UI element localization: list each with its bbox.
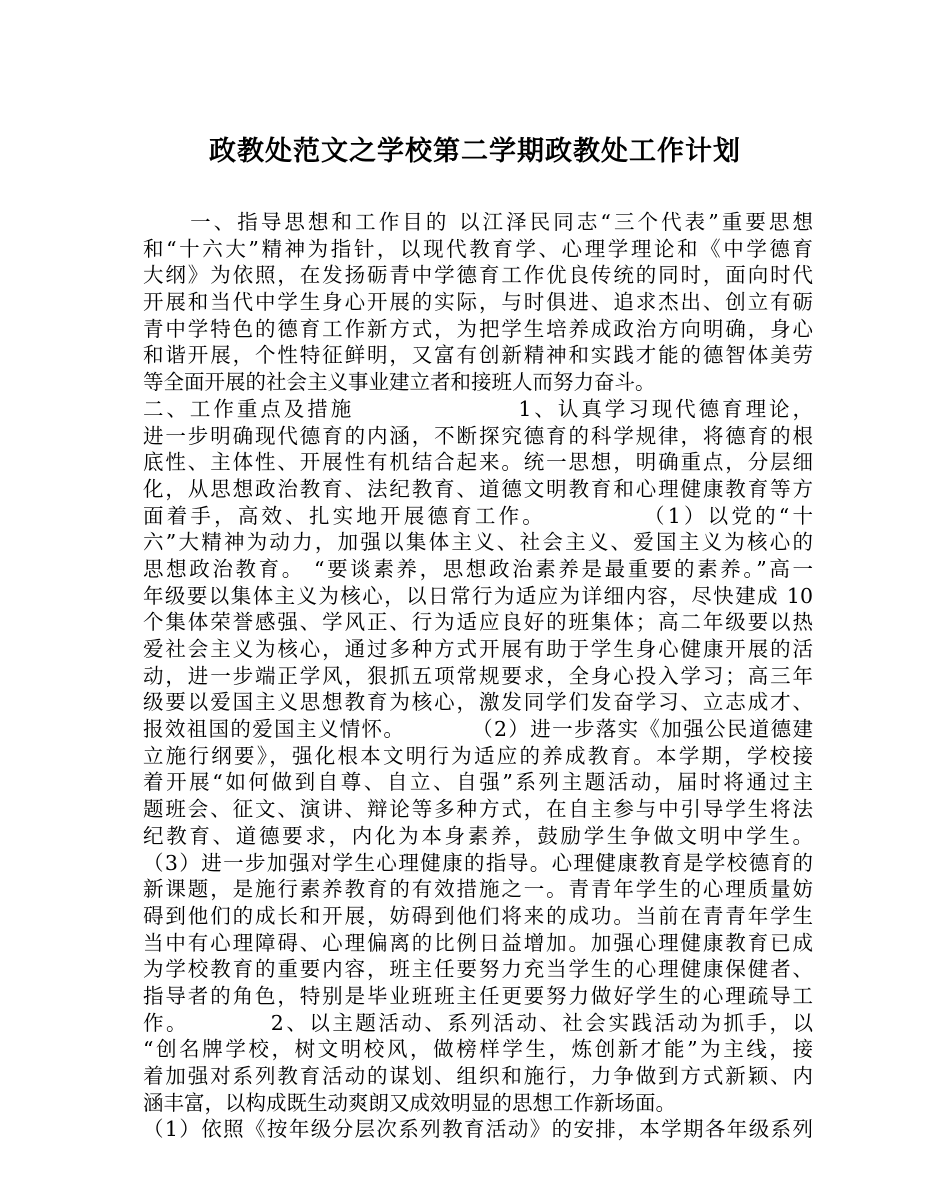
- body-line: 等全面开展的社会主义事业建立者和接班人而努力奋斗。: [143, 370, 656, 395]
- body-line: 为学校教育的重要内容，班主任要努力充当学生的心理健康保健者、: [143, 957, 813, 982]
- body-line: 面着手，高效、扎实地开展德育工作。 （1）以党的“十: [143, 503, 813, 528]
- body-line: “创名牌学校，树文明校风，做榜样学生，炼创新才能”为主线，接: [143, 1037, 813, 1062]
- body-line: 报效祖国的爱国主义情怀。 （2）进一步落实《加强公民道德建: [143, 717, 813, 742]
- body-line: 个集体荣誉感强、学风正、行为适应良好的班集体；高二年级要以热: [143, 610, 813, 635]
- body-line: 一、指导思想和工作目的 以江泽民同志“三个代表”重要思想: [143, 210, 813, 234]
- body-line: 和“十六大”精神为指针，以现代教育学、心理学理论和《中学德育: [143, 236, 813, 261]
- body-line: 进一步明确现代德育的内涵，不断探究德育的科学规律，将德育的根: [143, 423, 813, 448]
- document-body: [143, 209, 813, 1143]
- body-line: 指导者的角色，特别是毕业班班主任更要努力做好学生的心理疏导工: [143, 983, 813, 1008]
- body-line: 开展和当代中学生身心开展的实际，与时俱进、追求杰出、创立有砺: [143, 290, 813, 315]
- body-line: 青中学特色的德育工作新方式，为把学生培养成政治方向明确，身心: [143, 316, 813, 341]
- document-title: 政教处范文之学校第二学期政教处工作计划: [209, 136, 741, 167]
- body-line: 年级要以集体主义为核心，以日常行为适应为详细内容，尽快建成 10: [143, 583, 813, 608]
- body-line: （1）依照《按年级分层次系列教育活动》的安排，本学期各年级系列: [143, 1117, 813, 1142]
- body-line: 立施行纲要》，强化根本文明行为适应的养成教育。本学期，学校接: [143, 743, 813, 768]
- body-line: 碍到他们的成长和开展，妨碍到他们将来的成功。当前在青青年学生: [143, 903, 813, 928]
- body-line: 动，进一步端正学风，狠抓五项常规要求，全身心投入学习；高三年: [143, 663, 813, 688]
- body-line: 当中有心理障碍、心理偏离的比例日益增加。加强心理健康教育已成: [143, 930, 813, 955]
- body-line: 六”大精神为动力，加强以集体主义、社会主义、爱国主义为核心的: [143, 530, 813, 555]
- body-line: 着开展“如何做到自尊、自立、自强”系列主题活动，届时将通过主: [143, 770, 813, 795]
- body-line: 大纲》为依照，在发扬砺青中学德育工作优良传统的同时，面向时代: [143, 263, 813, 288]
- body-line: 二、工作重点及措施 1、认真学习现代德育理论，: [143, 396, 813, 421]
- body-line: （3）进一步加强对学生心理健康的指导。心理健康教育是学校德育的: [143, 850, 813, 875]
- body-line: 作。 2、以主题活动、系列活动、社会实践活动为抓手，以: [143, 1010, 813, 1035]
- body-line: 底性、主体性、开展性有机结合起来。统一思想，明确重点，分层细: [143, 450, 813, 475]
- body-line: 着加强对系列教育活动的谋划、组织和施行，力争做到方式新颖、内: [143, 1064, 813, 1088]
- body-line: 题班会、征文、演讲、辩论等多种方式，在自主参与中引导学生将法: [143, 797, 813, 822]
- body-line: 新课题，是施行素养教育的有效措施之一。青青年学生的心理质量妨: [143, 877, 813, 902]
- body-line: 化，从思想政治教育、法纪教育、道德文明教育和心理健康教育等方: [143, 476, 813, 501]
- body-line: 级要以爱国主义思想教育为核心，激发同学们发奋学习、立志成才、: [143, 690, 813, 715]
- body-line: 思想政治教育。 “要谈素养，思想政治素养是最重要的素养。”高一: [143, 556, 813, 581]
- body-line: 和谐开展，个性特征鲜明，又富有创新精神和实践才能的德智体美劳: [143, 343, 813, 368]
- body-line: 爱社会主义为核心，通过多种方式开展有助于学生身心健康开展的活: [143, 637, 813, 661]
- body-line: 涵丰富，以构成既生动爽朗又成效明显的思想工作新场面。: [143, 1090, 676, 1115]
- body-line: 纪教育、道德要求，内化为本身素养，鼓励学生争做文明中学生。: [143, 823, 813, 848]
